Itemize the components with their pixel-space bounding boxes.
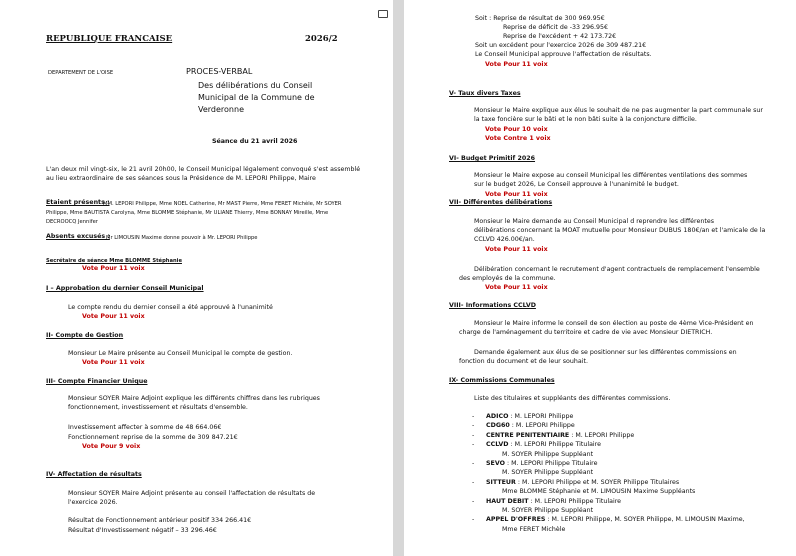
section-5-vote-against: Vote Contre 1 voix (485, 135, 551, 142)
left-page (0, 0, 393, 556)
pv-subtitle-1: Des délibérations du Conseil (198, 81, 313, 90)
section-7-vote-2: Vote Pour 11 voix (485, 284, 548, 291)
commission-name: ADICO (486, 413, 509, 420)
absent-label: Absents excusés : (46, 233, 110, 240)
section-6-vote: Vote Pour 11 voix (485, 191, 548, 198)
section-3-title: III- Compte Financier Unique (46, 378, 148, 385)
commission-members: M. SOYER Philippe Suppléant (502, 507, 594, 514)
commission-members: : M. LEPORI Philippe Titulaire (530, 497, 622, 505)
commission-members: : M. LEPORI Philippe, M. SOYER Philippe, M. LIMOUSIN Maxime, (547, 516, 745, 524)
section-7-text-3: CCLVD 426.00€/an. (474, 236, 535, 243)
carryover-line-3: Reprise de l'excédent + 42 173.72€ (503, 33, 617, 40)
section-9-title: IX- Commissions Communales (449, 377, 555, 384)
commission-name: SEVO (486, 460, 505, 467)
section-7-text-5: des employés de la commune. (459, 275, 556, 282)
section-4-text-2: l'exercice 2026. (68, 499, 118, 506)
section-4-text-1: Monsieur SOYER Maire Adjoint présente au conseil l'affectation de résultats de (68, 490, 316, 497)
country-header: REPUBLIQUE FRANCAISE (46, 34, 173, 44)
list-dash: - (472, 431, 475, 439)
section-6-text-1: Monsieur le Maire expose au conseil Municipal les différentes ventilations des sommes (474, 172, 748, 179)
commission-item (472, 441, 601, 449)
commission-name: SITTEUR (486, 478, 516, 486)
section-2-text: Monsieur Le Maire présente au Conseil Municipal le compte de gestion. (68, 350, 293, 357)
commission-members: Mme FERET Michèle (502, 525, 566, 533)
list-dash: - (472, 413, 475, 420)
pv-subtitle-3: Verderonne (198, 105, 244, 114)
commission-members: : M. LEPORI Philippe Titulaire (506, 460, 598, 467)
carryover-vote: Vote Pour 11 voix (485, 61, 548, 68)
list-dash: - (472, 460, 475, 467)
comment-icon[interactable] (378, 10, 388, 18)
section-3-operating: Fonctionnement reprise de la somme de 309 847.21€ (68, 434, 238, 441)
section-5-text-2: la taxe foncière sur le bâti et le non bâti suite à la conjoncture difficile. (474, 116, 697, 123)
list-dash: - (472, 478, 475, 486)
commission-name: CCLVD (486, 441, 509, 449)
commission-item (472, 422, 575, 430)
commission-members: : M. LEPORI Philippe (510, 413, 574, 420)
commission-item (502, 451, 593, 459)
section-1-title: I – Approbation du dernier Conseil Municipal (46, 285, 204, 292)
carryover-line-5: Le Conseil Municipal approuve l'affectation de résultats. (475, 51, 652, 58)
section-7-title: VII- Différentes délibérations (449, 199, 553, 206)
commission-members: Mme BLOMME Stéphanie et M. LIMOUSIN Maxime Suppléants (502, 488, 696, 496)
commission-item (472, 516, 745, 524)
pv-subtitle-2: Municipal de la Commune de (198, 93, 315, 102)
carryover-line-2: Reprise de déficit de -33 296.95€ (503, 24, 609, 31)
carryover-line-1: Soit : Reprise de résultat de 300 969.95€ (475, 15, 605, 22)
list-dash: - (472, 497, 475, 505)
section-6-title: VI- Budget Primitif 2026 (449, 155, 536, 162)
commission-item (472, 413, 573, 421)
list-dash: - (472, 422, 475, 430)
section-7-text-1: Monsieur le Maire demande au Conseil Municipal d reprendre les différentes (474, 218, 714, 225)
section-2-vote: Vote Pour 11 voix (82, 359, 145, 366)
right-page (404, 0, 796, 556)
commission-item (472, 498, 621, 506)
list-dash: - (472, 516, 475, 524)
reference-number: 2026/2 (305, 34, 338, 44)
carryover-line-4: Soit un excédent pour l'exercice 2026 de 309 487.21€ (475, 42, 647, 49)
present-line-1: MM. LEPORI Philippe, Mme NOEL Catherine, Mr MAST Pierre, Mme FERET Michèle, Mr SOYER (103, 201, 342, 207)
section-4-title: IV- Affectation de résultats (46, 471, 142, 478)
section-8-title: VIII- Informations CCLVD (449, 302, 536, 309)
session-date: Séance du 21 avril 2026 (212, 138, 298, 145)
commission-members: : M. LEPORI Philippe (511, 422, 575, 430)
section-3-text-2: fonctionnement, investissement et résultats d'ensemble. (68, 404, 248, 411)
commission-item (502, 469, 593, 477)
commission-item (472, 432, 634, 440)
present-label: Etaient présents : (46, 199, 110, 206)
section-3-investment: Investissement affecter à somme de 48 664.06€ (68, 424, 222, 431)
section-9-text: Liste des titulaires et suppléants des différentes commissions. (474, 395, 671, 402)
section-6-text-2: sur le budget 2026, Le Conseil approuve à l'unanimité le budget. (474, 181, 679, 188)
present-line-2: Philippe, Mme BAUTISTA Carolyna, Mme BLOMME Stéphanie, Mr ULIANE Thierry, Mme BONNAY Mireille, Mme (46, 210, 329, 216)
commission-members: : M. LEPORI Philippe et M. SOYER Philippe Titulaires (517, 478, 680, 486)
section-4-result-1: Résultat de Fonctionnement antérieur positif 334 266.41€ (68, 517, 252, 524)
commission-item (502, 526, 565, 534)
section-3-vote: Vote Pour 9 voix (82, 443, 141, 450)
department: DEPARTEMENT DE L'OISE (48, 70, 114, 76)
commission-item (502, 507, 593, 515)
section-7-text-2: délibérations concernant la MOAT mutuelle pour Monsieur DUBUS 180€/an et l'amicale de la (474, 227, 766, 234)
section-1-vote: Vote Pour 11 voix (82, 313, 145, 320)
commission-members: M. SOYER Philippe Suppléant (502, 450, 594, 458)
section-5-text-1: Monsieur le Maire explique aux élus le souhait de ne pas augmenter la part communale sur (474, 107, 763, 114)
intro-line-2: au lieu extraordinaire de ses séances sous la Présidence de M. LEPORI Philippe, Maire (46, 175, 316, 182)
secretary-vote: Vote Pour 11 voix (82, 265, 145, 272)
secretary: Secrétaire de séance Mme BLOMME Stéphanie (46, 258, 182, 264)
commission-members: : M. LEPORI Philippe (571, 431, 635, 439)
page-gap (393, 0, 404, 556)
section-5-title: V- Taux divers Taxes (449, 90, 521, 97)
commission-item (472, 460, 597, 468)
section-8-text-1: Monsieur le Maire informe le conseil de son élection au poste de 4ème Vice-Président en (474, 320, 754, 327)
commission-name: CENTRE PENITENTIAIRE (486, 431, 570, 439)
section-1-text: Le compte rendu du dernier conseil a été approuvé à l'unanimité (68, 304, 273, 311)
pv-title: PROCES-VERBAL (186, 67, 253, 76)
section-2-title: II- Compte de Gestion (46, 332, 124, 339)
section-7-text-4: Délibération concernant le recrutement d'agent contractuels de remplacement l'ensemble (474, 266, 760, 273)
section-8-text-4: fonction du document et de leur souhait. (459, 358, 588, 365)
commission-name: CDG60 (486, 422, 510, 430)
section-8-text-3: Demande également aux élus de se positionner sur les différentes commissions en (474, 349, 737, 356)
list-dash: - (472, 441, 475, 449)
commission-item (502, 488, 695, 496)
commission-item (472, 479, 679, 487)
section-4-result-2: Résultat d'Investissement négatif – 33 296.46€ (68, 527, 217, 534)
present-line-3: DECROOCQ Jennifer (46, 219, 98, 225)
section-8-text-2: charge de l'aménagement du territoire et cadre de vie avec Monsieur DIETRICH. (459, 329, 713, 336)
section-5-vote-for: Vote Pour 10 voix (485, 126, 548, 133)
intro-line-1: L'an deux mil vingt-six, le 21 avril 20h00, le Conseil Municipal légalement convoqué s'est assemblé (46, 166, 361, 173)
commission-members: M. SOYER Philippe Suppléant (502, 469, 594, 477)
commission-name: APPEL D'OFFRES (486, 516, 546, 524)
section-3-text-1: Monsieur SOYER Maire Adjoint explique les différents chiffres dans les rubriques (68, 395, 320, 402)
commission-name: HAUT DEBIT (486, 497, 529, 505)
section-7-vote-1: Vote Pour 11 voix (485, 246, 548, 253)
absent-text: Mr LIMOUSIN Maxime donne pouvoir à Mr. LEPORI Philippe (106, 235, 258, 241)
commission-members: : M. LEPORI Philippe Titulaire (510, 441, 601, 449)
